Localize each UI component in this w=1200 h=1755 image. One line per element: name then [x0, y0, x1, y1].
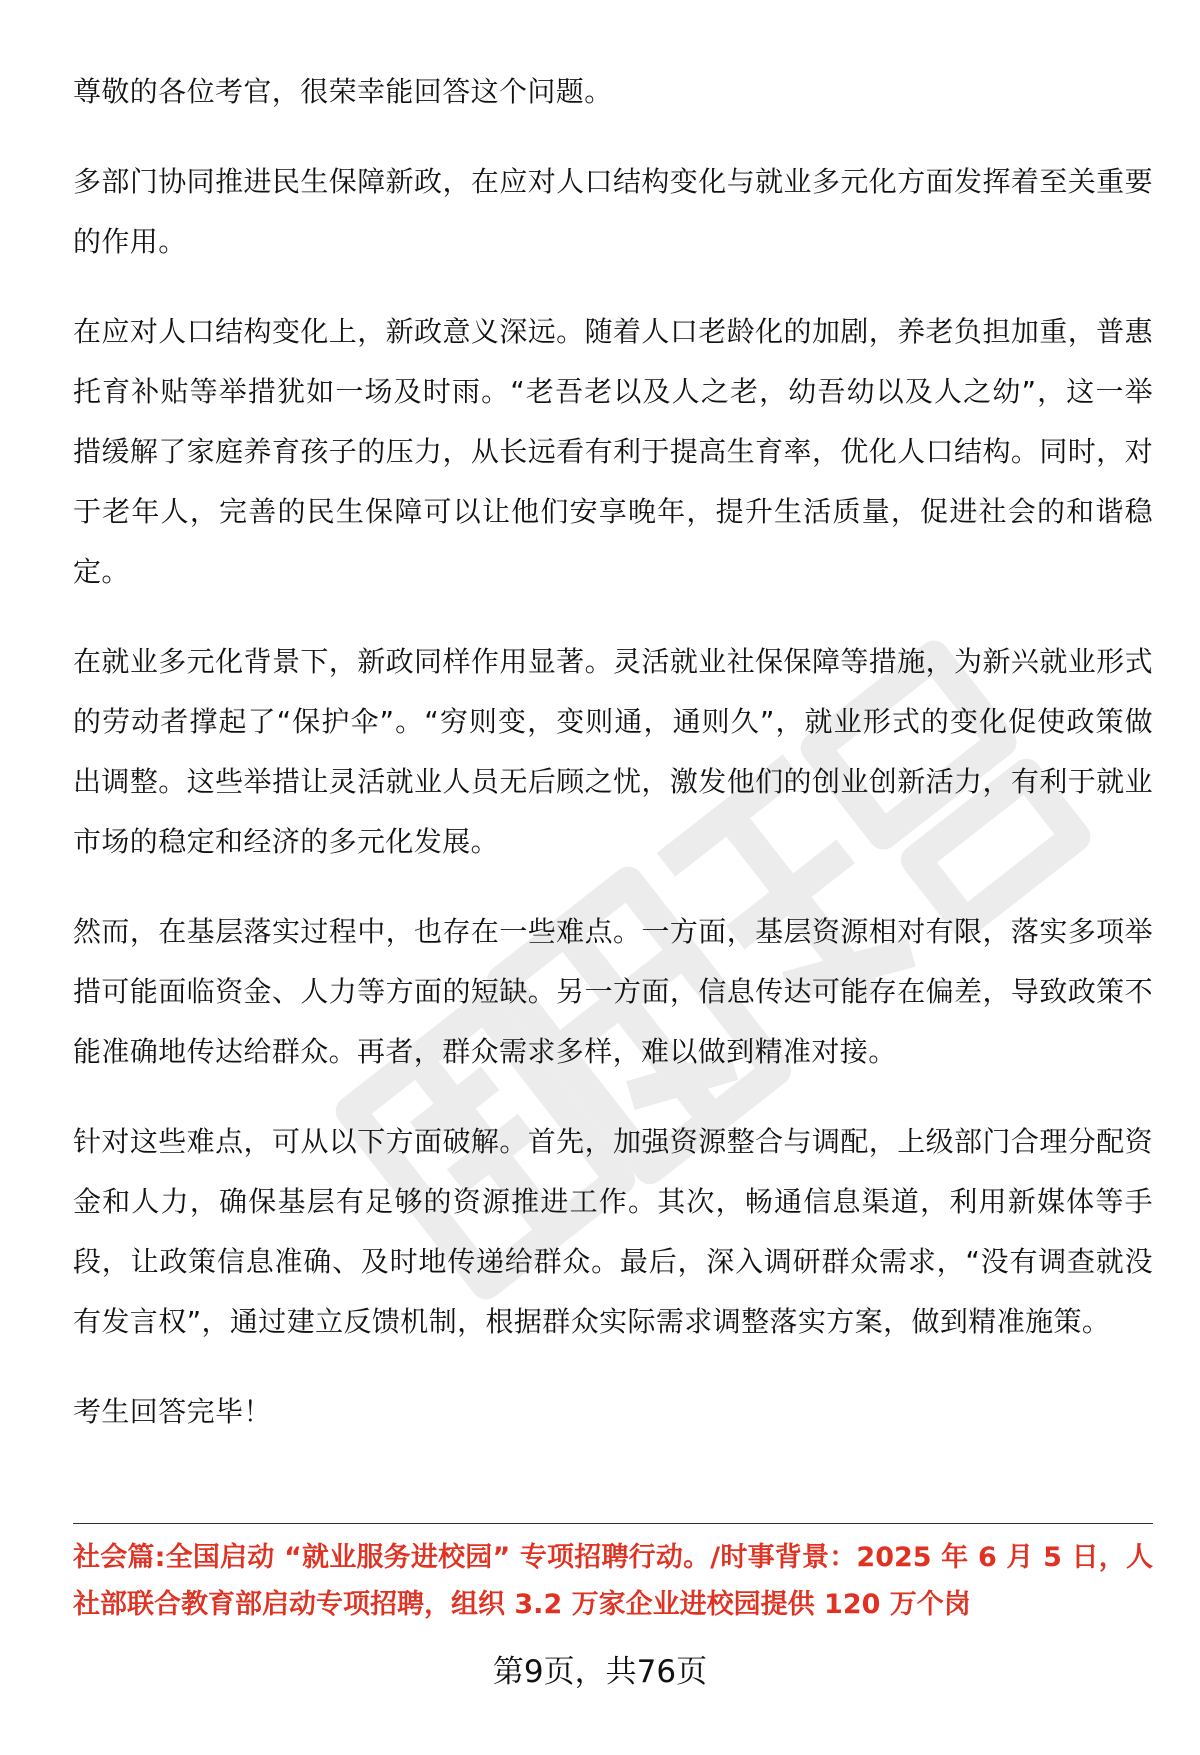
footer-divider [73, 1523, 1153, 1524]
paragraph-thesis: 多部门协同推进民生保障新政，在应对人口结构变化与就业多元化方面发挥着至关重要的作用。 [73, 165, 1153, 258]
answer-body [73, 62, 1153, 1472]
paragraph-closing: 考生回答完毕！ [73, 1395, 272, 1428]
page-number: 第9页，共76页 [492, 1654, 708, 1690]
paragraph-employment: 在就业多元化背景下，新政同样作用显著。灵活就业社保保障等措施，为新兴就业形式的劳动者撑起了“保护伞”。“穷则变，变则通，通则久”，就业形式的变化促使政策做出调整。这些举措让灵活就业人员无后顾之忧，激发他们的创业创新活力，有利于就业市场的稳定和经济的多元化发展。 [73, 645, 1153, 858]
paragraph-solutions: 针对这些难点，可从以下方面破解。首先，加强资源整合与调配，上级部门合理分配资金和人力，确保基层有足够的资源推进工作。其次，畅通信息渠道，利用新媒体等手段，让政策信息准确、及时地传递给群众。最后，深入调研群众需求，“没有调查就没有发言权”，通过建立反馈机制，根据群众实际需求调整落实方案，做到精准施策。 [73, 1125, 1153, 1338]
paragraph-population: 在应对人口结构变化上，新政意义深远。随着人口老龄化的加剧，养老负担加重，普惠托育补贴等举措犹如一场及时雨。“老吾老以及人之老，幼吾幼以及人之幼”，这一举措缓解了家庭养育孩子的压力，从长远看有利于提高生育率，优化人口结构。同时，对于老年人，完善的民生保障可以让他们安享晚年，提升生活质量，促进社会的和谐稳定。 [73, 315, 1153, 588]
paragraph-greeting: 尊敬的各位考官，很荣幸能回答这个问题。 [73, 75, 613, 108]
footer-news-note: 社会篇:全国启动 “就业服务进校园” 专项招聘行动。/时事背景：2025 年 6 月 5 日，人社部联合教育部启动专项招聘，组织 3.2 万家企业进校园提供 120 万个岗 [73, 1542, 1153, 1620]
paragraph-difficulties: 然而，在基层落实过程中，也存在一些难点。一方面，基层资源相对有限，落实多项举措可能面临资金、人力等方面的短缺。另一方面，信息传达可能存在偏差，导致政策不能准确地传达给群众。再者，群众需求多样，难以做到精准对接。 [73, 915, 1153, 1068]
